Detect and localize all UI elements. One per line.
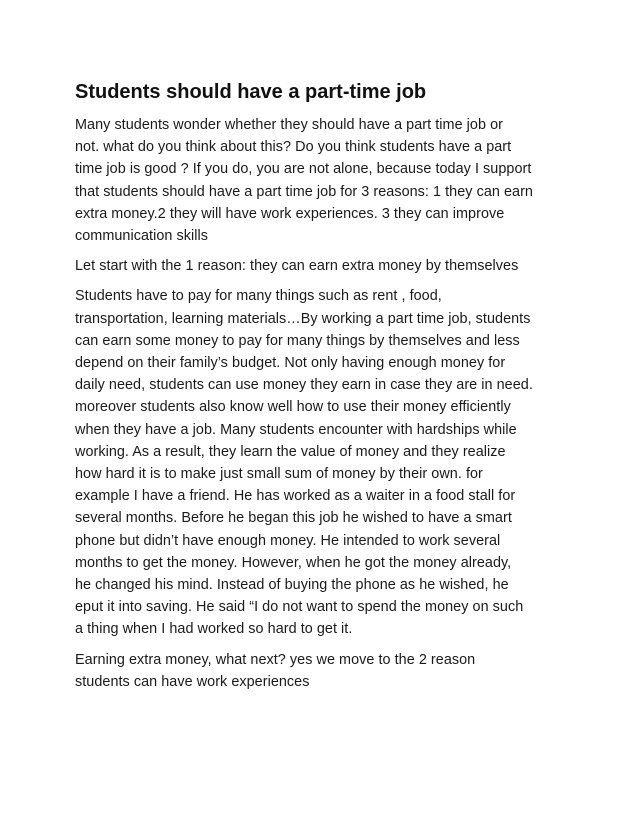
text-line: communication skills: [75, 228, 208, 245]
text-line: time job is good ? If you do, you are not alone, because today I support: [75, 161, 532, 178]
paragraph: [75, 649, 575, 693]
paragraph: [75, 255, 575, 277]
text-line: working. As a result, they learn the value of money and they realize: [75, 443, 506, 460]
text-line: transportation, learning materials…By working a part time job, students: [75, 310, 531, 327]
paragraph: [75, 114, 575, 247]
paragraph: [75, 285, 575, 640]
text-line: daily need, students can use money they earn in case they are in need.: [75, 377, 533, 394]
text-line: months to get the money. However, when he got the money already,: [75, 554, 512, 571]
text-line: how hard it is to make just small sum of money by their own. for: [75, 466, 483, 483]
text-line: Students have to pay for many things such as rent , food,: [75, 288, 442, 305]
text-line: depend on their family’s budget. Not only having enough money for: [75, 355, 506, 372]
text-line: moreover students also know well how to use their money efficiently: [75, 399, 511, 416]
text-line: example I have a friend. He has worked as a waiter in a food stall for: [75, 488, 516, 505]
text-line: students can have work experiences: [75, 673, 310, 690]
text-line: can earn some money to pay for many things by themselves and less: [75, 332, 520, 349]
text-line: extra money.2 they will have work experiences. 3 they can improve: [75, 205, 505, 222]
text-line: Earning extra money, what next? yes we move to the 2 reason: [75, 651, 476, 668]
text-line: not. what do you think about this? Do you think students have a part: [75, 139, 512, 156]
text-line: that students should have a part time job for 3 reasons: 1 they can earn: [75, 183, 533, 200]
document-title: Students should have a part-time job: [75, 81, 427, 103]
document-body: [75, 78, 575, 701]
text-line: he changed his mind. Instead of buying the phone as he wished, he: [75, 577, 509, 594]
paragraph-list: [75, 114, 575, 693]
text-line: a thing when I had worked so hard to get it.: [75, 621, 353, 638]
text-line: when they have a job. Many students encounter with hardships while: [75, 421, 517, 438]
text-line: Many students wonder whether they should have a part time job or: [75, 117, 503, 133]
text-line: several months. Before he began this job he wished to have a smart: [75, 510, 512, 527]
text-line: Let start with the 1 reason: they can earn extra money by themselves: [75, 258, 519, 275]
text-line: phone but didn’t have enough money. He intended to work several: [75, 532, 501, 549]
text-line: eput it into saving. He said “I do not want to spend the money on such: [75, 599, 524, 616]
